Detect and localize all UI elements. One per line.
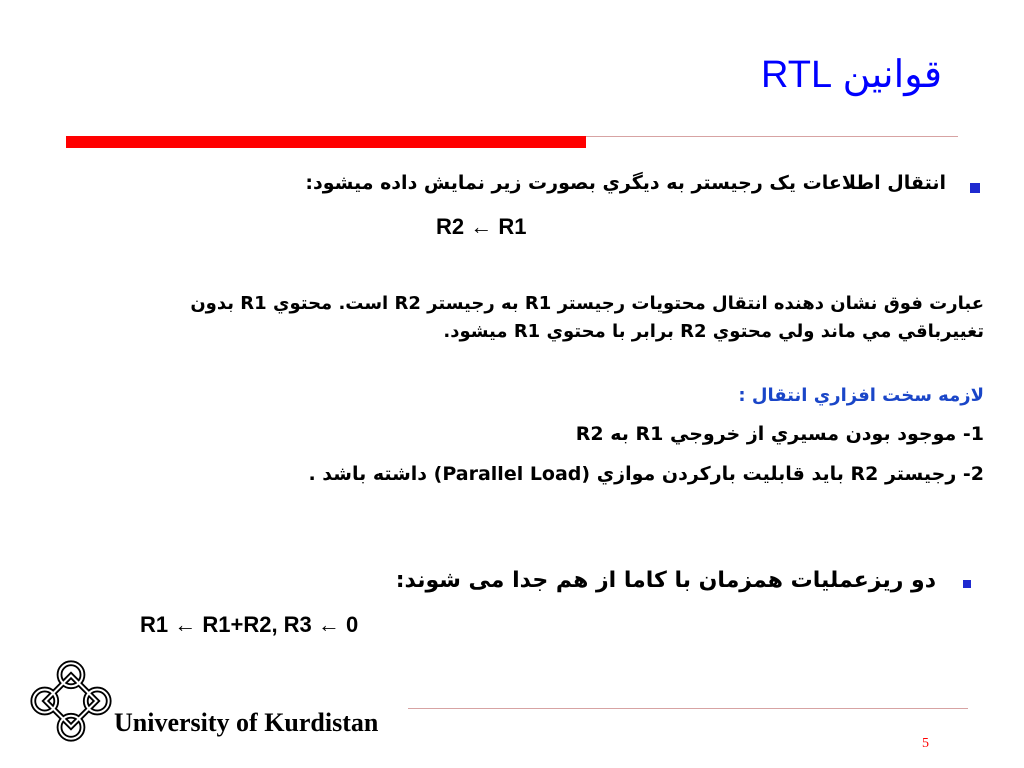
requirement-item-2: 2- رجيستر R2 بايد قابليت بارکردن موازي (Parallel Load) داشته باشد . bbox=[308, 463, 984, 485]
bullet-square-icon bbox=[963, 580, 971, 588]
title-rule bbox=[586, 136, 958, 137]
simultaneous-formula: R1 ← R1+R2, R3 ← 0 bbox=[140, 612, 359, 637]
university-logo-icon bbox=[30, 660, 112, 742]
requirements-heading: لازمه سخت افزاري انتقال : bbox=[738, 385, 984, 406]
footer-rule bbox=[408, 708, 968, 709]
slide-title: قوانين RTL bbox=[761, 54, 942, 96]
title-accent-bar bbox=[66, 136, 586, 148]
transfer-formula: R2 ← R1 bbox=[436, 214, 527, 239]
bullet-square-icon bbox=[970, 183, 980, 193]
requirement-item-1: 1- موجود بودن مسيري از خروجي R1 به R2 bbox=[575, 423, 984, 445]
university-name: University of Kurdistan bbox=[114, 708, 379, 737]
page-number: 5 bbox=[922, 736, 929, 751]
explanation-paragraph: عبارت فوق نشان دهنده انتقال محتويات رجيستر R1 به رجيستر R2 است. محتوي R1 بدون تغييرباقي مي ماند ولي محتوي R2 برابر با محتوي R1 ميشود. bbox=[190, 293, 984, 342]
bullet-text-simultaneous: دو ريزعمليات همزمان با کاما از هم جدا می شوند: bbox=[395, 568, 936, 593]
title-divider bbox=[66, 136, 958, 148]
bullet-text-transfer: انتقال اطلاعات يک رجيستر به ديگري بصورت زير نمايش داده ميشود: bbox=[305, 172, 946, 194]
